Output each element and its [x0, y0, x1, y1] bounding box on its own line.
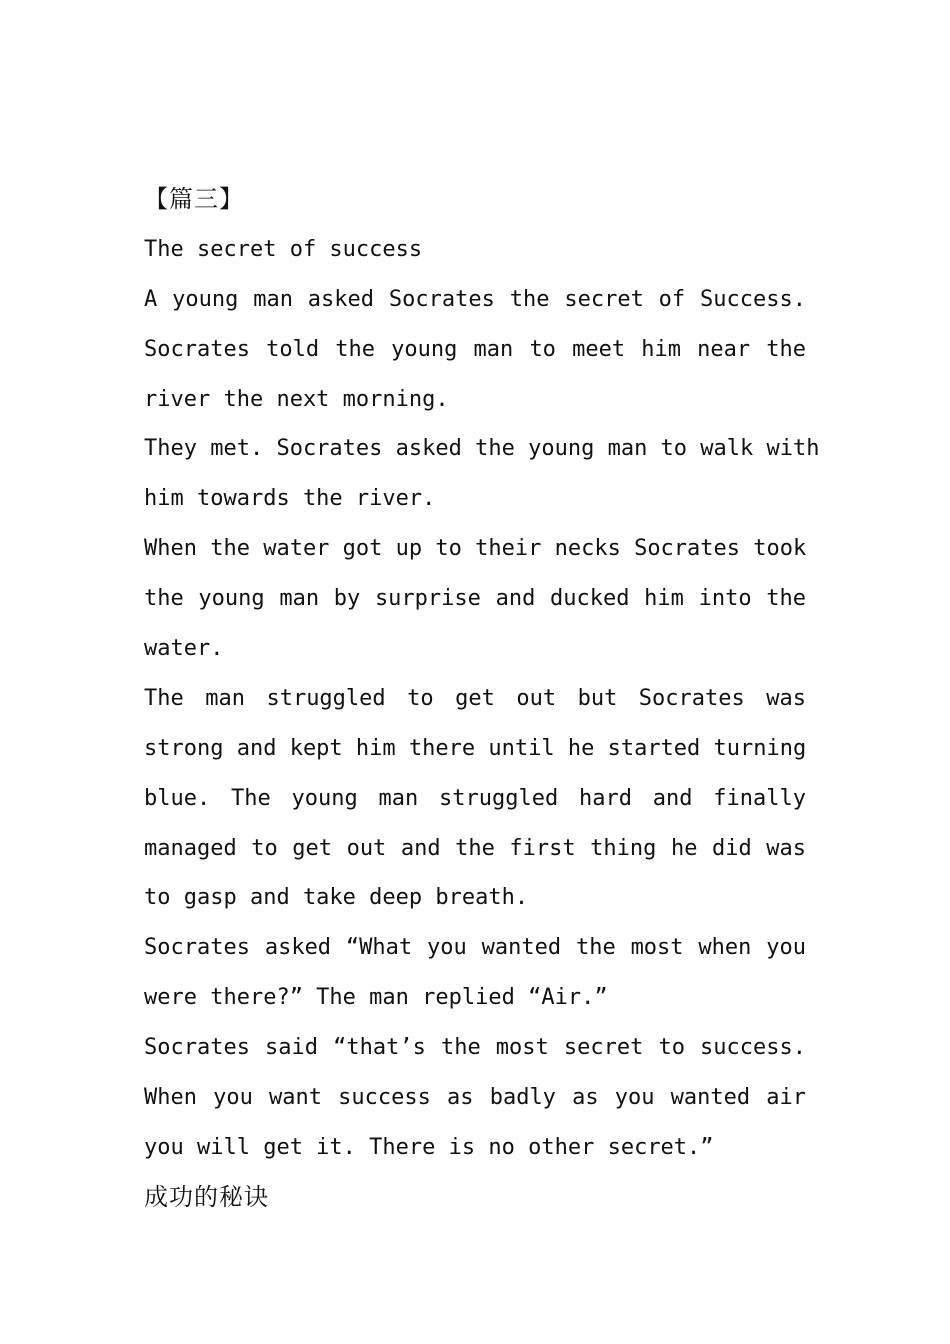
paragraph-line: Socrates told the young man to meet him near the — [144, 336, 806, 362]
paragraph-line: When you want success as badly as you wanted air — [144, 1085, 806, 1111]
chinese-title: 成功的秘诀 — [144, 1182, 269, 1211]
paragraph-line: They met. Socrates asked the young man to walk with — [144, 436, 820, 462]
paragraph-line: The man struggled to get out but Socrates was — [144, 685, 806, 711]
paragraph-line: to gasp and take deep breath. — [144, 885, 529, 911]
paragraph-line: blue. The young man struggled hard and finally — [144, 785, 806, 811]
paragraph-line: the young man by surprise and ducked him into the — [144, 586, 806, 612]
paragraph-line: were there?” The man replied “Air.” — [144, 985, 608, 1011]
paragraph-line: Socrates said “that’s the most secret to success. — [144, 1035, 806, 1061]
paragraph-line: him towards the river. — [144, 486, 436, 512]
paragraph-line: Socrates asked “What you wanted the most when you — [144, 935, 806, 961]
paragraph-line: A young man asked Socrates the secret of Success. — [144, 286, 806, 312]
paragraph-line: strong and kept him there until he started turning — [144, 735, 807, 761]
paragraph-line: managed to get out and the first thing he did was — [144, 835, 806, 861]
section-label: 【篇三】 — [144, 185, 244, 213]
paragraph-line: When the water got up to their necks Socrates took — [144, 536, 807, 562]
paragraph-line: river the next morning. — [144, 386, 449, 412]
paragraph-line: water. — [144, 636, 224, 662]
article-title: The secret of success — [144, 236, 423, 262]
document-body — [144, 175, 820, 1223]
paragraph-line: you will get it. There is no other secret.” — [144, 1134, 714, 1160]
